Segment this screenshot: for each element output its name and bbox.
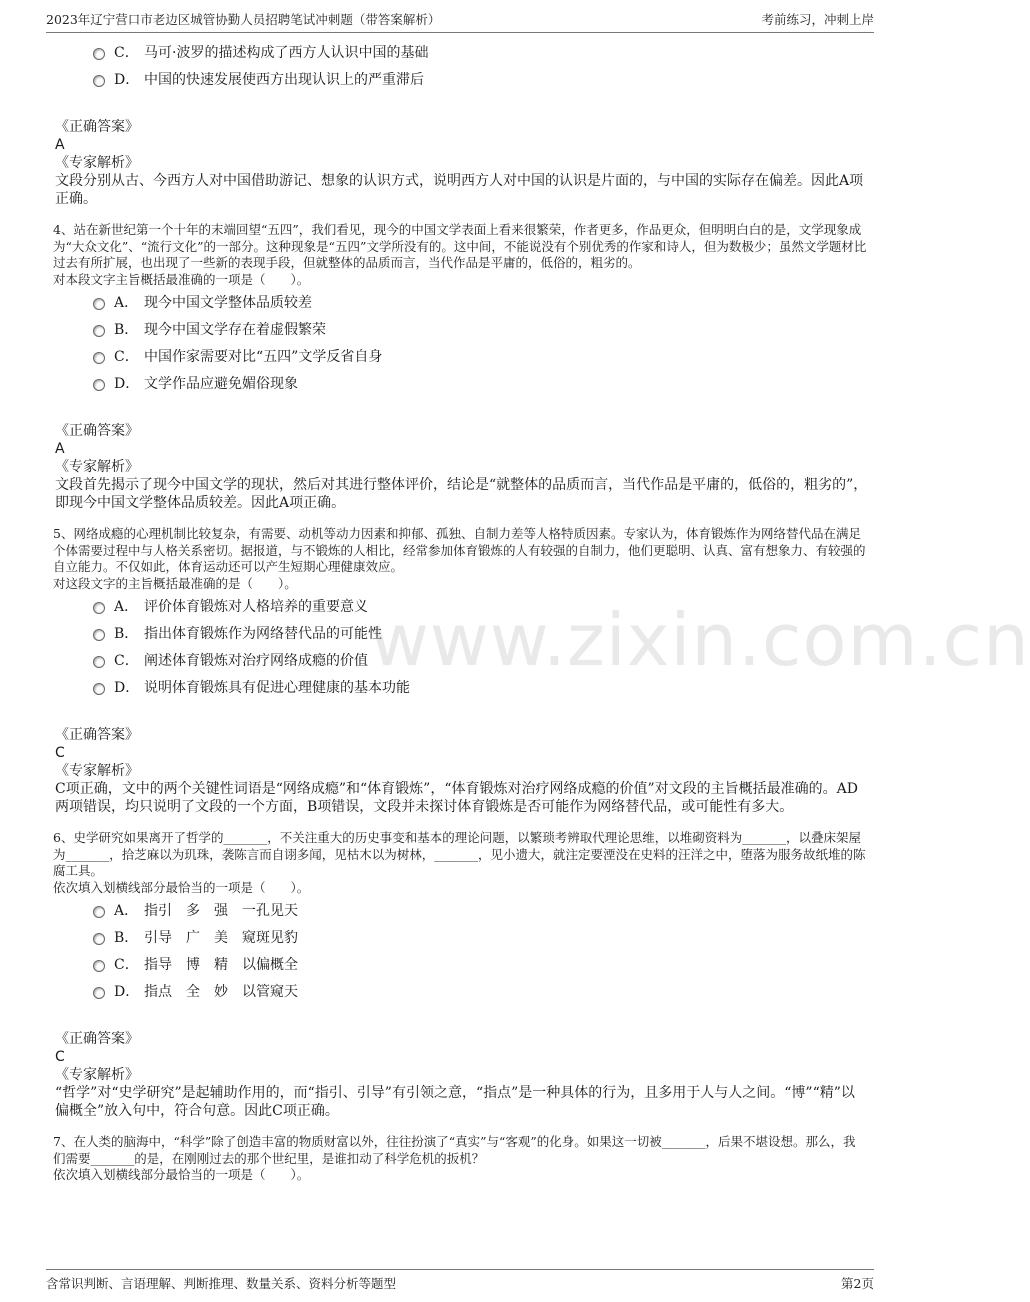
q3-option-d[interactable] (53, 67, 868, 94)
q7-prompt: 依次填入划横线部分最恰当的一项是（ ）。 (53, 1167, 310, 1182)
q5-option-c[interactable] (53, 648, 868, 675)
q6-option-d[interactable] (53, 979, 868, 1006)
option-text: 马可·波罗的描述构成了西方人认识中国的基础 (144, 45, 429, 61)
answer-label: 《正确答案》 (55, 423, 139, 439)
explanation-label: 《专家解析》 (55, 763, 139, 779)
option-letter: A． (114, 295, 139, 311)
radio-icon[interactable] (93, 75, 105, 87)
option-letter: B． (114, 930, 139, 946)
option-letter: B． (114, 322, 139, 338)
option-letter: B． (114, 626, 139, 642)
option-text: 指出体育锻炼作为网络替代品的可能性 (144, 626, 382, 642)
page-footer (46, 1269, 874, 1293)
radio-icon[interactable] (93, 298, 105, 310)
answer-label: 《正确答案》 (55, 1031, 139, 1047)
header-title: 2023年辽宁营口市老边区城管协勤人员招聘笔试冲刺题（带答案解析） (46, 12, 441, 27)
q4-prompt: 对本段文字主旨概括最准确的一项是（ ）。 (53, 271, 310, 287)
q4-option-d[interactable] (53, 371, 868, 398)
radio-icon[interactable] (93, 987, 105, 999)
q6-option-b[interactable] (53, 925, 868, 952)
option-letter: D． (114, 680, 140, 696)
q5-option-a[interactable] (53, 594, 868, 621)
q4-text: 4、站在新世纪第一个十年的末端回望“五四”，我们看见，现今的中国文学表面上看来很繁荣，作者更多，作品更众，但明明白白的是，文学现象成为“大众文化”、“流行文化”的一部分。这种现象是“五四”文学所没有的。这中间，不能说没有个别优秀的作家和诗人，但为数极少；虽然文学题材比过去有所扩展，也出现了一些新的表现手段，但就整体的品质而言，当代作品是平庸的，低俗的，粗劣的。 (53, 222, 867, 270)
option-text: 指点 全 妙 以管窥天 (144, 984, 298, 1000)
radio-icon[interactable] (93, 352, 105, 364)
q3-options (53, 40, 868, 94)
q6-answer: C (55, 1049, 65, 1065)
radio-icon[interactable] (93, 379, 105, 391)
option-text: 指引 多 强 一孔见天 (144, 903, 298, 919)
option-text: 说明体育锻炼具有促进心理健康的基本功能 (144, 680, 410, 696)
explanation-label: 《专家解析》 (55, 155, 139, 171)
q4-option-b[interactable] (53, 317, 868, 344)
q6-text: 6、史学研究如果离开了哲学的_______，不关注重大的历史事变和基本的理论问题，以繁琐考辨取代理论思维，以堆砌资料为_______，以叠床架屋为_______，拾芝麻以为玑珠，袭陈言而自诩多闻，见枯木以为树林，_______，见小遗大，就注定要湮没在史料的汪洋之中，堕落为服务故纸堆的陈腐工具。 (53, 830, 866, 878)
q6-option-a[interactable] (53, 898, 868, 925)
option-letter: D． (114, 72, 140, 88)
question-6 (53, 830, 868, 1120)
page-content (53, 40, 868, 1186)
q3-option-c[interactable] (53, 40, 868, 67)
q4-options (53, 290, 868, 398)
header-slogan: 考前练习，冲刺上岸 (761, 12, 874, 27)
question-4 (53, 222, 868, 512)
q3-answer: A (55, 137, 65, 153)
answer-label: 《正确答案》 (55, 119, 139, 135)
question-5 (53, 526, 868, 816)
explanation-label: 《专家解析》 (55, 1067, 139, 1083)
q4-explanation: 文段首先揭示了现今中国文学的现状，然后对其进行整体评价，结论是“就整体的品质而言，当代作品是平庸的，低俗的，粗劣的”，即现今中国文学整体品质较差。因此A项正确。 (55, 477, 868, 511)
q5-options (53, 594, 868, 702)
radio-icon[interactable] (93, 325, 105, 337)
option-letter: C． (114, 45, 139, 61)
q5-option-b[interactable] (53, 621, 868, 648)
radio-icon[interactable] (93, 906, 105, 918)
q6-option-c[interactable] (53, 952, 868, 979)
radio-icon[interactable] (93, 683, 105, 695)
option-text: 评价体育锻炼对人格培养的重要意义 (144, 599, 368, 615)
q4-answer: A (55, 441, 65, 457)
q3-explanation: 文段分别从古、今西方人对中国借助游记、想象的认识方式，说明西方人对中国的认识是片面的，与中国的实际存在偏差。因此A项正确。 (55, 173, 864, 207)
q6-prompt: 依次填入划横线部分最恰当的一项是（ ）。 (53, 879, 310, 895)
page-number: 第2页 (841, 1276, 874, 1291)
radio-icon[interactable] (93, 48, 105, 60)
option-text: 中国作家需要对比“五四”文学反省自身 (144, 349, 383, 365)
option-text: 中国的快速发展使西方出现认识上的严重滞后 (144, 72, 424, 88)
explanation-label: 《专家解析》 (55, 459, 139, 475)
option-text: 阐述体育锻炼对治疗网络成瘾的价值 (144, 653, 368, 669)
page-header (46, 10, 874, 33)
q5-prompt: 对这段文字的主旨概括最准确的是（ ）。 (53, 575, 297, 591)
radio-icon[interactable] (93, 629, 105, 641)
q4-option-a[interactable] (53, 290, 868, 317)
option-text: 文学作品应避免媚俗现象 (144, 376, 298, 392)
radio-icon[interactable] (93, 656, 105, 668)
question-7 (53, 1134, 868, 1184)
q6-explanation: “哲学”对“史学研究”是起辅助作用的，而“指引、引导”有引领之意，“指点”是一种具体的行为，且多用于人与人之间。“博”“精”以偏概全”放入句中，符合句意。因此C项正确。 (55, 1085, 855, 1119)
radio-icon[interactable] (93, 933, 105, 945)
q5-text: 5、网络成瘾的心理机制比较复杂，有需要、动机等动力因素和抑郁、孤独、自制力差等人格特质因素。专家认为，体育锻炼作为网络替代品在满足个体需要过程中与人格关系密切。据报道，与不锻炼的人相比，经常参加体育锻炼的人有较强的自制力，他们更聪明、认真、富有想象力、有较强的自立能力。不仅如此，体育运动还可以产生短期心理健康效应。 (53, 526, 866, 574)
q7-text: 7、在人类的脑海中，“科学”除了创造丰富的物质财富以外，往往扮演了“真实”与“客观”的化身。如果这一切被_______，后果不堪设想。那么，我们需要_______的是，在刚刚过去的那个世纪里，是谁扣动了科学危机的扳机？ (53, 1134, 856, 1166)
q5-answer: C (55, 745, 65, 761)
option-letter: C． (114, 957, 139, 973)
option-text: 现今中国文学整体品质较差 (144, 295, 312, 311)
option-letter: A． (114, 599, 139, 615)
option-letter: C． (114, 349, 139, 365)
option-text: 指导 博 精 以偏概全 (144, 957, 298, 973)
q5-option-d[interactable] (53, 675, 868, 702)
option-letter: D． (114, 984, 140, 1000)
radio-icon[interactable] (93, 602, 105, 614)
option-letter: C． (114, 653, 139, 669)
footer-topics: 含常识判断、言语理解、判断推理、数量关系、资料分析等题型 (46, 1276, 397, 1291)
q5-explanation: C项正确，文中的两个关键性词语是“网络成瘾”和“体育锻炼”，“体育锻炼对治疗网络成瘾的价值”对文段的主旨概括最准确的。AD两项错误，均只说明了文段的一个方面，B项错误，文段并未探讨体育锻炼是否可能作为网络替代品，或可能性有多大。 (55, 781, 858, 815)
option-text: 引导 广 美 窥斑见豹 (144, 930, 298, 946)
answer-label: 《正确答案》 (55, 727, 139, 743)
radio-icon[interactable] (93, 960, 105, 972)
option-letter: A． (114, 903, 139, 919)
option-text: 现今中国文学存在着虚假繁荣 (144, 322, 326, 338)
q6-options (53, 898, 868, 1006)
q4-option-c[interactable] (53, 344, 868, 371)
watermark: www.zixin.com.cn (370, 598, 1030, 682)
option-letter: D． (114, 376, 140, 392)
